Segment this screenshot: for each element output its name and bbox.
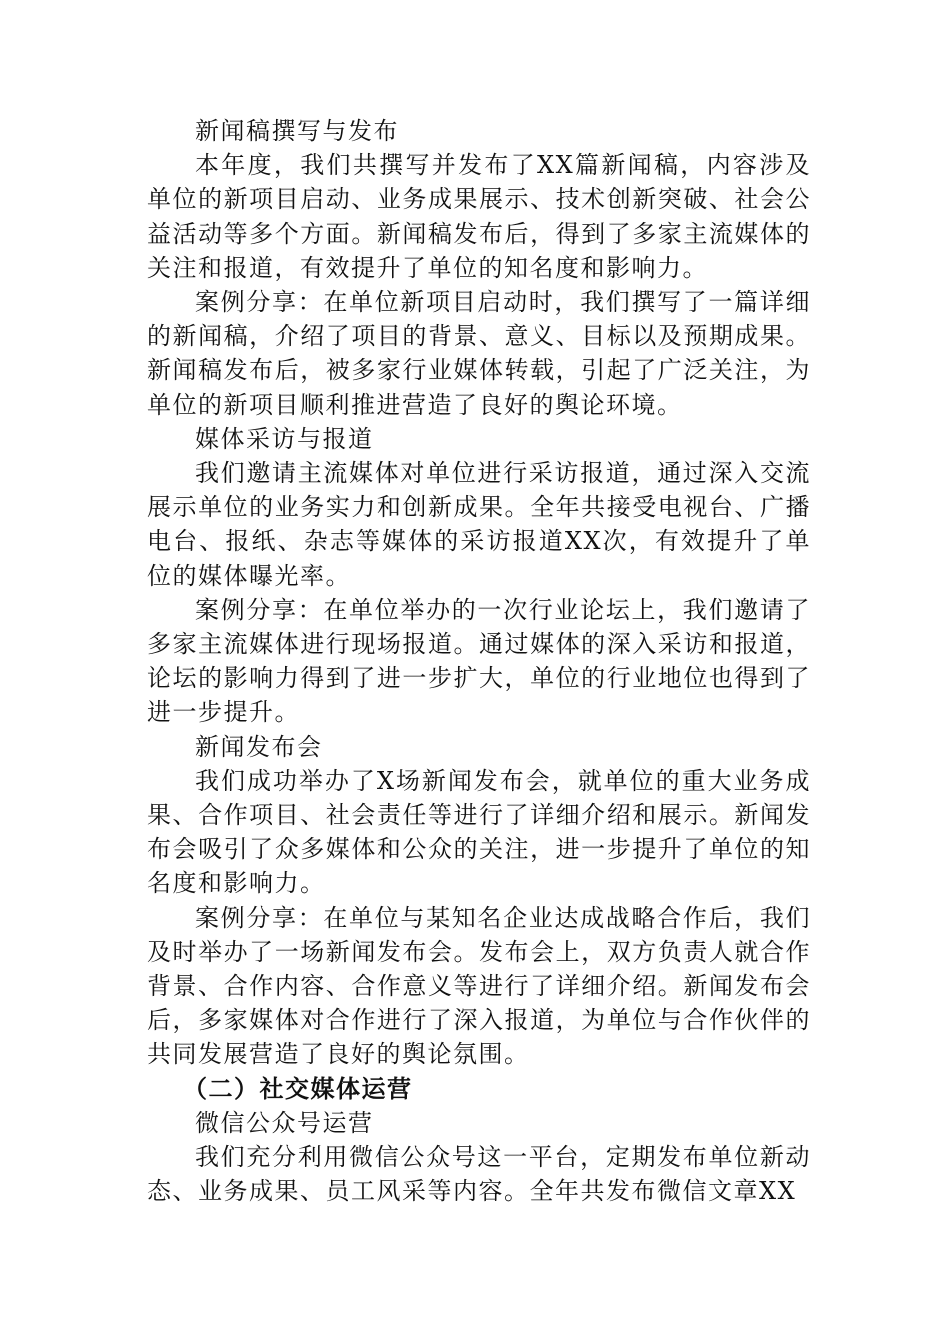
paragraph-press-release-summary: 本年度，我们共撰写并发布了XX篇新闻稿，内容涉及单位的新项目启动、业务成果展示、技术创新突破、社会公益活动等多个方面。新闻稿发布后，得到了多家主流媒体的关注和报道，有效提升了单位的知名度和影响力。 <box>147 151 811 282</box>
paragraph-press-conference-case: 案例分享：在单位与某知名企业达成战略合作后，我们及时举办了一场新闻发布会。发布会上，双方负责人就合作背景、合作内容、合作意义等进行了详细介绍。新闻发布会后，多家媒体对合作进行了深入报道，为单位与合作伙伴的共同发展营造了良好的舆论氛围。 <box>147 903 811 1069</box>
section-heading-social-media: （二）社交媒体运营 <box>183 1073 413 1103</box>
document-body <box>147 114 811 1209</box>
subheading-wechat: 微信公众号运营 <box>195 1108 374 1137</box>
paragraph-media-interviews-summary: 我们邀请主流媒体对单位进行采访报道，通过深入交流展示单位的业务实力和创新成果。全年共接受电视台、广播电台、报纸、杂志等媒体的采访报道XX次，有效提升了单位的媒体曝光率。 <box>147 459 811 590</box>
subheading-press-release: 新闻稿撰写与发布 <box>195 117 399 145</box>
paragraph-media-interviews-case: 案例分享：在单位举办的一次行业论坛上，我们邀请了多家主流媒体进行现场报道。通过媒体的深入采访和报道，论坛的影响力得到了进一步扩大，单位的行业地位也得到了进一步提升。 <box>147 595 811 727</box>
subheading-media-interviews: 媒体采访与报道 <box>195 424 374 453</box>
paragraph-wechat-summary: 我们充分利用微信公众号这一平台，定期发布单位新动态、业务成果、员工风采等内容。全年共发布微信文章XX <box>147 1143 811 1206</box>
paragraph-press-conference-summary: 我们成功举办了X场新闻发布会，就单位的重大业务成果、合作项目、社会责任等进行了详细介绍和展示。新闻发布会吸引了众多媒体和公众的关注，进一步提升了单位的知名度和影响力。 <box>147 766 811 898</box>
subheading-press-conference: 新闻发布会 <box>195 732 323 761</box>
paragraph-press-release-case: 案例分享：在单位新项目启动时，我们撰写了一篇详细的新闻稿，介绍了项目的背景、意义、目标以及预期成果。新闻稿发布后，被多家行业媒体转载，引起了广泛关注，为单位的新项目顺利推进营造了良好的舆论环境。 <box>147 288 811 419</box>
